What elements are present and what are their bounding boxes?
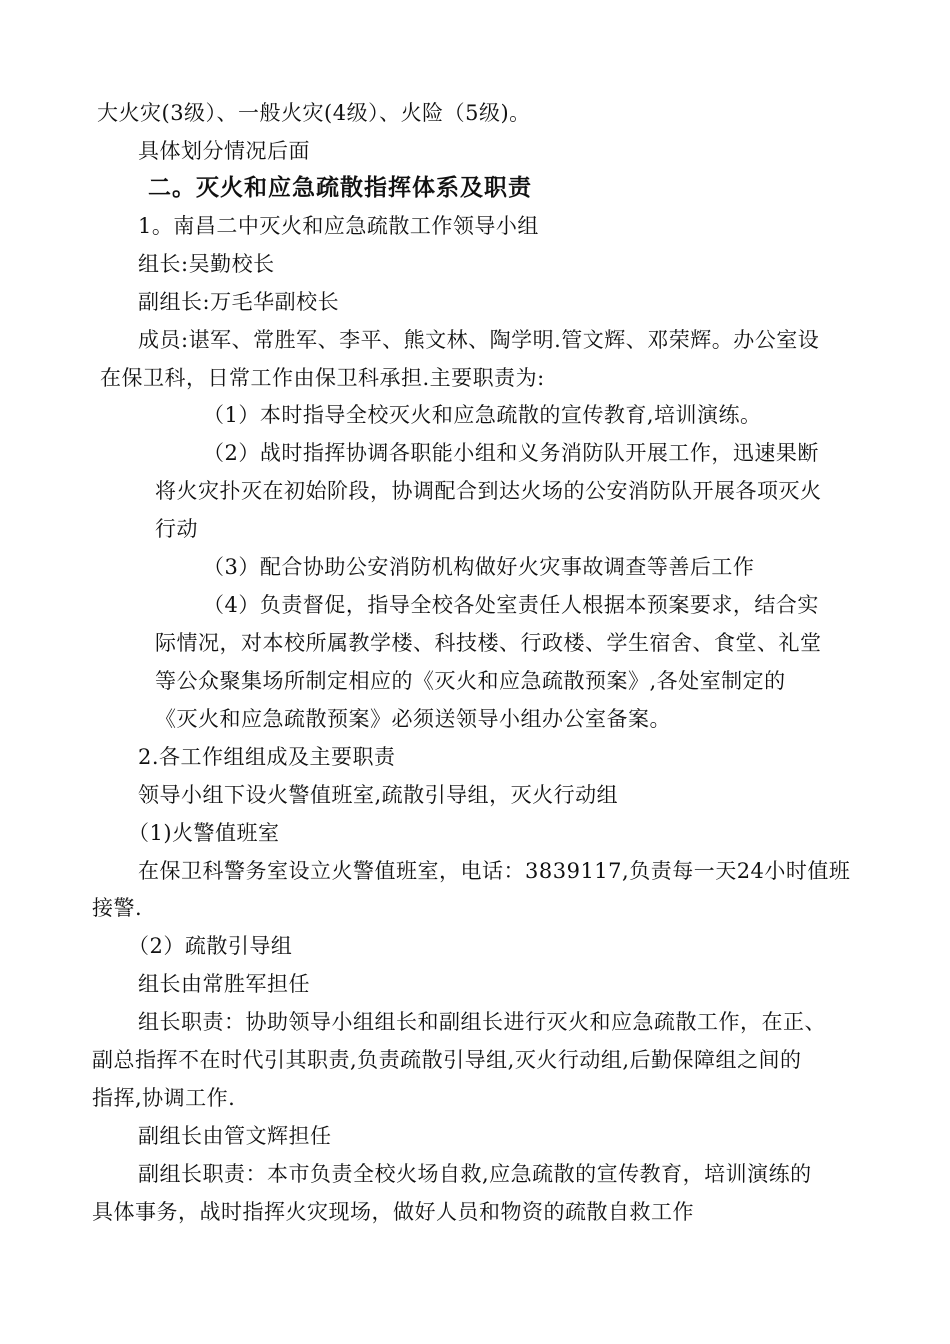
text-line: 组长:吴勤校长 [138,252,275,276]
text-line: 等公众聚集场所制定相应的《灭火和应急疏散预案》,各处室制定的 [155,669,786,693]
list-item: （3）配合协助公安消防机构做好火灾事故调查等善后工作 [203,555,755,579]
text-line: 副组长:万毛华副校长 [138,290,340,314]
list-item: （1）本时指导全校灭火和应急疏散的宣传教育,培训演练。 [203,403,762,427]
text-line: 具体划分情况后面 [138,139,310,163]
text-line: （1)火警值班室 [128,821,280,845]
text-line: 具体事务，战时指挥火灾现场，做好人员和物资的疏散自救工作 [92,1200,694,1224]
text-line: 组长职责：协助领导小组组长和副组长进行灭火和应急疏散工作，在正、 [138,1010,826,1034]
text-line: 接警. [92,896,143,920]
text-line: 副组长职责：本市负责全校火场自救,应急疏散的宣传教育，培训演练的 [138,1162,812,1186]
text-line: 成员:谌军、常胜军、李平、熊文林、陶学明.管文辉、邓荣辉。办公室设 [138,328,820,352]
list-item: （4）负责督促，指导全校各处室责任人根据本预案要求，结合实 [203,593,819,617]
text-line: 副组长由管文辉担任 [138,1124,332,1148]
text-line: 在保卫科，日常工作由保卫科承担.主要职责为: [100,366,545,390]
text-line: （2）疏散引导组 [128,934,293,958]
text-line: 领导小组下设火警值班室,疏散引导组，灭火行动组 [138,783,619,807]
text-line: 大火灾(3级）、一般火灾(4级）、火险（5级)。 [97,101,531,125]
text-line: 行动 [155,517,198,541]
text-line: 将火灾扑灭在初始阶段，协调配合到达火场的公安消防队开展各项灭火 [155,479,822,503]
subsection-heading: 1。南昌二中灭火和应急疏散工作领导小组 [138,214,539,238]
text-line: 组长由常胜军担任 [138,972,310,996]
text-line: 际情况，对本校所属教学楼、科技楼、行政楼、学生宿舍、食堂、礼堂 [155,631,822,655]
list-item: （2）战时指挥协调各职能小组和义务消防队开展工作，迅速果断 [203,441,819,465]
text-line: 《灭火和应急疏散预案》必须送领导小组办公室备案。 [155,707,671,731]
subsection-heading: 2.各工作组组成及主要职责 [138,745,396,769]
text-line: 指挥,协调工作. [92,1086,236,1110]
section-heading: 二。灭火和应急疏散指挥体系及职责 [148,175,532,201]
text-line: 在保卫科警务室设立火警值班室，电话：3839117,负责每一天24小时值班 [138,859,851,883]
text-line: 副总指挥不在时代引其职责,负责疏散引导组,灭火行动组,后勤保障组之间的 [92,1048,802,1072]
